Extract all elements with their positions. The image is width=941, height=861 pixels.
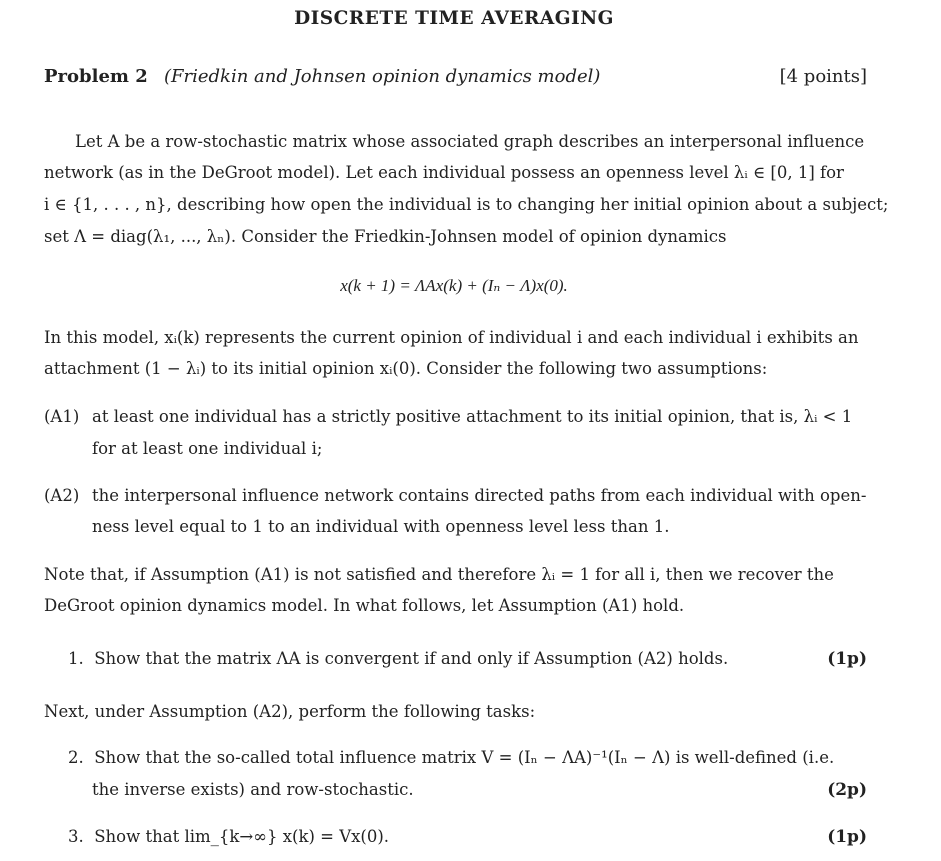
task-1-line-1: Show that the matrix ΛA is convergent if and only if Assumption (A2) holds.: [94, 649, 729, 668]
note-line-1: Note that, if Assumption (A1) is not satisfied and therefore λᵢ = 1 for all i, then we recover the: [44, 565, 834, 584]
assumption-a1-line-2: for at least one individual i;: [92, 439, 323, 458]
assumption-a1-label: (A1): [44, 407, 80, 426]
intro-line-2: network (as in the DeGroot model). Let each individual possess an openness level λᵢ ∈ [0, 1] for: [44, 163, 844, 182]
model-equation: x(k + 1) = ΛAx(k) + (Iₙ − Λ)x(0).: [340, 276, 568, 295]
assumption-a2: [44, 486, 866, 506]
task-2: [68, 748, 834, 768]
task-1: [68, 649, 728, 669]
problem-label: Problem 2: [44, 66, 148, 87]
task-2-line-2: the inverse exists) and row-stochastic.: [92, 780, 414, 799]
intro-line-3: i ∈ {1, . . . , n}, describing how open the individual is to changing her initial opinion about a subject;: [44, 195, 889, 214]
problem-header: [44, 66, 867, 90]
problem-subtitle: (Friedkin and Johnsen opinion dynamics model): [164, 66, 601, 87]
note-line-2: DeGroot opinion dynamics model. In what follows, let Assumption (A1) hold.: [44, 596, 685, 615]
assumption-a2-label: (A2): [44, 486, 80, 505]
task-2-number: 2.: [68, 748, 84, 767]
assumption-a2-line-2: ness level equal to 1 to an individual with openness level less than 1.: [92, 517, 670, 536]
assumption-a2-line-1: the interpersonal influence network contains directed paths from each individual with open-: [92, 486, 867, 505]
task-3-number: 3.: [68, 827, 84, 846]
task-2-line-1: Show that the so-called total influence matrix V = (Iₙ − ΛA)⁻¹(Iₙ − Λ) is well-defined (i.e.: [94, 748, 835, 767]
between-text: Next, under Assumption (A2), perform the following tasks:: [44, 702, 536, 721]
task-1-number: 1.: [68, 649, 84, 668]
model-text-line-1: In this model, xᵢ(k) represents the current opinion of individual i and each individual i exhibits an: [44, 328, 859, 347]
model-text-line-2: attachment (1 − λᵢ) to its initial opinion xᵢ(0). Consider the following two assumptions:: [44, 359, 768, 378]
task-1-points: (1p): [827, 649, 867, 669]
page-title: DISCRETE TIME AVERAGING: [294, 8, 614, 29]
problem-points: [4 points]: [779, 66, 867, 87]
assumption-a1: [44, 407, 852, 427]
task-3-points: (1p): [827, 827, 867, 847]
intro-line-4: set Λ = diag(λ₁, ..., λₙ). Consider the Friedkin-Johnsen model of opinion dynamics: [44, 227, 727, 246]
intro-line-1: Let A be a row-stochastic matrix whose associated graph describes an interpersonal influence: [75, 132, 865, 151]
task-2-points: (2p): [827, 780, 867, 800]
task-3-line-1: Show that lim_{k→∞} x(k) = Vx(0).: [94, 827, 390, 846]
assumption-a1-line-1: at least one individual has a strictly positive attachment to its initial opinion, that is, λᵢ < 1: [92, 407, 853, 426]
task-3: [68, 827, 389, 847]
